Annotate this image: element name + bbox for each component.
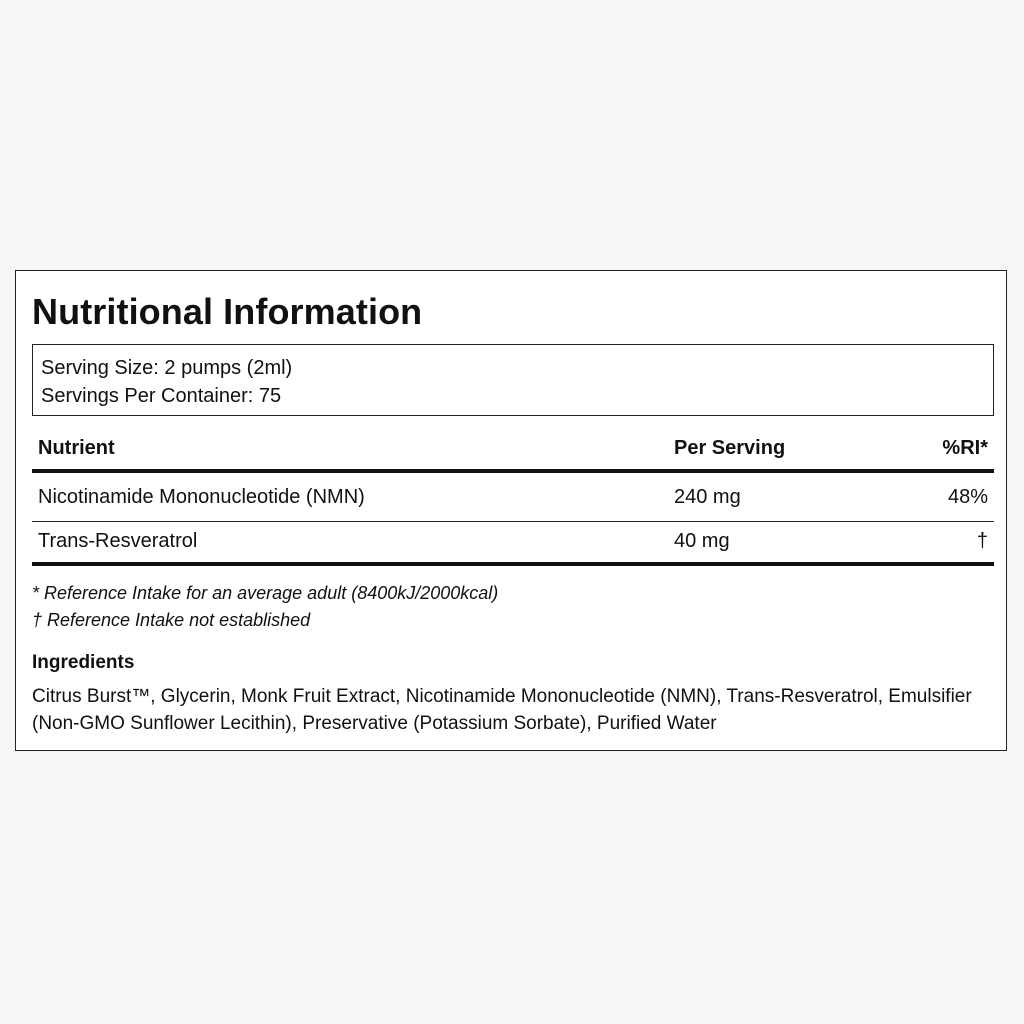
serving-info-box (32, 344, 994, 416)
table-header-row (32, 429, 994, 473)
header-ri: %RI* (942, 437, 988, 459)
header-nutrient: Nutrient (38, 437, 115, 459)
serving-size: Serving Size: 2 pumps (2ml) (41, 357, 293, 379)
servings-per-container: Servings Per Container: 75 (41, 385, 282, 407)
table-row (32, 473, 994, 522)
nutrient-amount: 240 mg (674, 486, 741, 508)
nutrient-name: Nicotinamide Mononucleotide (NMN) (38, 486, 365, 508)
nutrient-ri: † (976, 530, 988, 552)
nutrient-ri: 48% (947, 486, 988, 508)
footnote-ri: * Reference Intake for an average adult (8400kJ/2000kcal) (32, 583, 499, 603)
panel-title: Nutritional Information (32, 291, 423, 332)
nutrient-amount: 40 mg (674, 530, 730, 552)
ingredients-heading: Ingredients (32, 652, 135, 673)
footnote-dagger: † Reference Intake not established (32, 610, 311, 630)
header-per-serving: Per Serving (674, 437, 786, 459)
footnotes (32, 580, 498, 634)
nutrient-table (32, 429, 994, 566)
ingredients-list: Citrus Burst™, Glycerin, Monk Fruit Extract, Nicotinamide Mononucleotide (NMN), Trans-Resveratrol, Emulsifier (Non-GMO Sunflower Lecithin), Preservative (Potassium Sorbate), Purified Water (32, 686, 972, 734)
table-row (32, 522, 994, 566)
nutrient-name: Trans-Resveratrol (38, 530, 198, 552)
nutrition-panel (15, 270, 1007, 751)
